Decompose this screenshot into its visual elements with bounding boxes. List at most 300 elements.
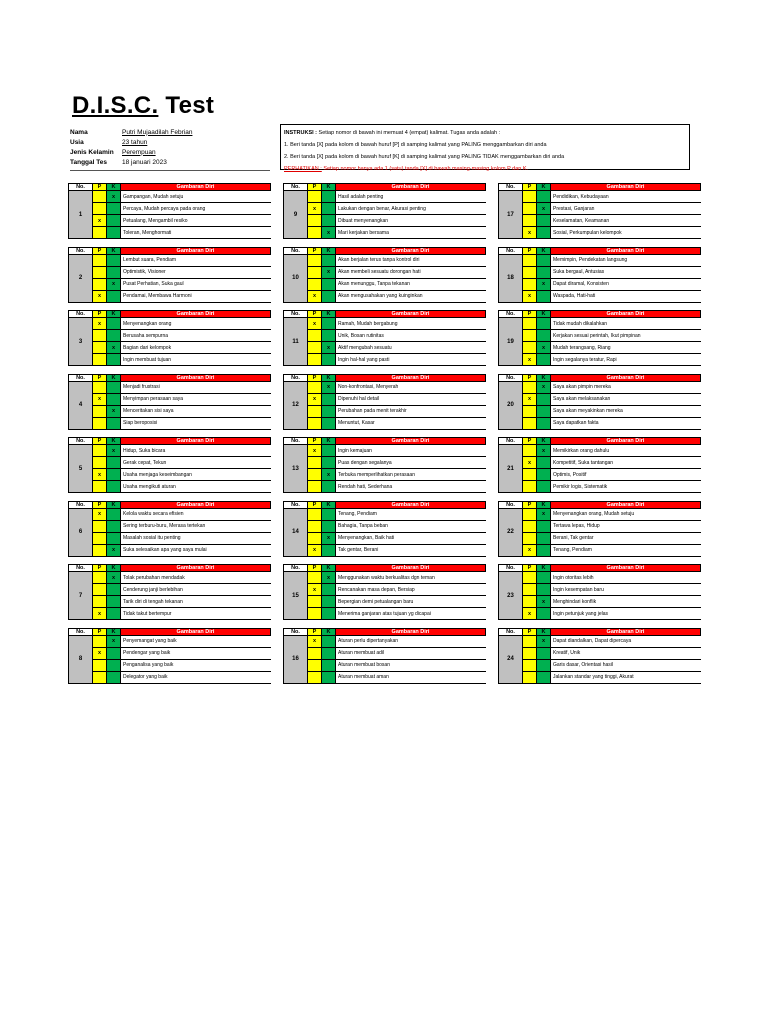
p-mark-cell[interactable] [308, 191, 322, 203]
p-mark-cell[interactable] [523, 418, 537, 430]
k-mark-cell[interactable] [107, 394, 121, 406]
statement-row [93, 457, 271, 469]
p-mark-cell[interactable] [523, 203, 537, 215]
p-mark-cell[interactable]: x [308, 545, 322, 557]
p-mark-cell[interactable] [523, 191, 537, 203]
p-mark-cell[interactable] [523, 279, 537, 291]
k-mark-cell[interactable] [322, 255, 336, 267]
p-mark-cell[interactable] [523, 255, 537, 267]
question-group [283, 310, 486, 366]
statement-text: Petualang, Mengambil resiko [121, 215, 271, 227]
header-no: No. [283, 564, 308, 572]
k-mark-cell[interactable] [537, 215, 551, 227]
info-label: Usia [70, 138, 84, 146]
p-mark-cell[interactable]: x [308, 203, 322, 215]
p-mark-cell[interactable] [93, 672, 107, 684]
k-mark-cell[interactable] [107, 255, 121, 267]
k-mark-cell[interactable]: x [537, 203, 551, 215]
statement-text: Pendamai, Membawa Harmoni [121, 291, 271, 303]
k-mark-cell[interactable] [322, 191, 336, 203]
header-description: Gambaran Diri [336, 310, 486, 318]
k-mark-cell[interactable] [322, 584, 336, 596]
header-description: Gambaran Diri [551, 247, 701, 255]
p-mark-cell[interactable] [93, 255, 107, 267]
header-p: P [523, 374, 537, 382]
p-mark-cell[interactable] [308, 469, 322, 481]
p-mark-cell[interactable] [523, 648, 537, 660]
statement-row [93, 418, 271, 430]
statement-text: Dibuat menyenangkan [336, 215, 486, 227]
k-mark-cell[interactable] [107, 509, 121, 521]
header-no: No. [283, 501, 308, 509]
p-mark-cell[interactable]: x [93, 291, 107, 303]
p-mark-cell[interactable] [308, 267, 322, 279]
k-mark-cell[interactable] [537, 545, 551, 557]
statement-row [523, 291, 701, 303]
p-mark-cell[interactable] [93, 267, 107, 279]
k-mark-cell[interactable] [537, 660, 551, 672]
k-mark-cell[interactable] [537, 191, 551, 203]
k-mark-cell[interactable] [322, 291, 336, 303]
statement-text: Perubahan pada menit terakhir [336, 406, 486, 418]
k-mark-cell[interactable] [322, 394, 336, 406]
p-mark-cell[interactable] [93, 533, 107, 545]
header-p: P [308, 564, 322, 572]
header-description: Gambaran Diri [551, 183, 701, 191]
info-row [70, 127, 270, 137]
statement-row [523, 267, 701, 279]
statement-row [523, 584, 701, 596]
k-mark-cell[interactable]: x [107, 636, 121, 648]
p-mark-cell[interactable] [523, 596, 537, 608]
k-mark-cell[interactable]: x [537, 342, 551, 354]
statement-text: Penyemangat yang baik [121, 636, 271, 648]
statement-text: Tak gentar, Berani [336, 545, 486, 557]
statement-row [523, 648, 701, 660]
k-mark-cell[interactable] [322, 660, 336, 672]
k-mark-cell[interactable]: x [322, 469, 336, 481]
p-mark-cell[interactable]: x [93, 318, 107, 330]
statement-row [523, 457, 701, 469]
p-mark-cell[interactable] [523, 672, 537, 684]
statement-text: Lakukan dengan benar, Akurasi penting [336, 203, 486, 215]
group-number: 2 [68, 255, 93, 303]
k-mark-cell[interactable] [107, 521, 121, 533]
p-mark-cell[interactable]: x [523, 545, 537, 557]
k-mark-cell[interactable] [107, 318, 121, 330]
header-no: No. [68, 501, 93, 509]
p-mark-cell[interactable] [93, 636, 107, 648]
p-mark-cell[interactable] [93, 227, 107, 239]
statement-row [523, 445, 701, 457]
p-mark-cell[interactable] [93, 330, 107, 342]
statement-row [308, 608, 486, 620]
k-mark-cell[interactable]: x [537, 636, 551, 648]
p-mark-cell[interactable] [523, 469, 537, 481]
k-mark-cell[interactable]: x [537, 382, 551, 394]
k-mark-cell[interactable] [107, 596, 121, 608]
statement-text: Optimistik, Visioner [121, 267, 271, 279]
k-mark-cell[interactable] [107, 457, 121, 469]
statement-text: Delegator yang baik [121, 672, 271, 684]
k-mark-cell[interactable]: x [537, 509, 551, 521]
p-mark-cell[interactable]: x [308, 636, 322, 648]
info-value: Putri Mujaadilah Febrian [122, 128, 193, 136]
k-mark-cell[interactable] [537, 457, 551, 469]
question-group [68, 247, 271, 303]
k-mark-cell[interactable] [322, 608, 336, 620]
p-mark-cell[interactable] [93, 382, 107, 394]
p-mark-cell[interactable]: x [93, 608, 107, 620]
question-group [498, 247, 701, 303]
k-mark-cell[interactable]: x [322, 267, 336, 279]
k-mark-cell[interactable] [537, 469, 551, 481]
statement-row [308, 596, 486, 608]
k-mark-cell[interactable] [537, 533, 551, 545]
p-mark-cell[interactable] [523, 521, 537, 533]
p-mark-cell[interactable]: x [523, 354, 537, 366]
k-mark-cell[interactable] [537, 394, 551, 406]
p-mark-cell[interactable] [308, 406, 322, 418]
p-mark-cell[interactable] [93, 203, 107, 215]
statement-text: Bepergian demi petualangan baru [336, 596, 486, 608]
k-mark-cell[interactable] [322, 509, 336, 521]
k-mark-cell[interactable] [107, 382, 121, 394]
instruction-step-2: 2. Beri tanda [X] pada kolom di bawah huruf [K] di samping kalimat yang PALING TIDAK menggambarkan diri anda [284, 154, 565, 160]
p-mark-cell[interactable]: x [523, 291, 537, 303]
statement-text: Kreatif, Unik [551, 648, 701, 660]
group-header [498, 374, 701, 382]
p-mark-cell[interactable] [93, 481, 107, 493]
statement-row [308, 660, 486, 672]
header-no: No. [283, 310, 308, 318]
group-number: 9 [283, 191, 308, 239]
p-mark-cell[interactable]: x [308, 318, 322, 330]
k-mark-cell[interactable] [322, 636, 336, 648]
statement-row [308, 406, 486, 418]
k-mark-cell[interactable] [107, 533, 121, 545]
p-mark-cell[interactable]: x [308, 584, 322, 596]
p-mark-cell[interactable]: x [523, 457, 537, 469]
attention-label: PERHATIKAN : [284, 166, 322, 172]
k-mark-cell[interactable] [107, 648, 121, 660]
p-mark-cell[interactable]: x [308, 445, 322, 457]
p-mark-cell[interactable]: x [523, 227, 537, 239]
header-p: P [93, 310, 107, 318]
k-mark-cell[interactable] [322, 318, 336, 330]
group-number: 8 [68, 636, 93, 684]
k-mark-cell[interactable] [322, 648, 336, 660]
p-mark-cell[interactable] [93, 342, 107, 354]
p-mark-cell[interactable] [523, 382, 537, 394]
p-mark-cell[interactable] [308, 572, 322, 584]
p-mark-cell[interactable] [308, 227, 322, 239]
group-header [283, 374, 486, 382]
k-mark-cell[interactable] [537, 227, 551, 239]
k-mark-cell[interactable] [107, 481, 121, 493]
group-number: 18 [498, 255, 523, 303]
k-mark-cell[interactable]: x [322, 342, 336, 354]
k-mark-cell[interactable] [537, 608, 551, 620]
statement-row [93, 382, 271, 394]
p-mark-cell[interactable] [308, 509, 322, 521]
p-mark-cell[interactable] [93, 279, 107, 291]
statement-row [308, 481, 486, 493]
header-p: P [93, 628, 107, 636]
statement-row [93, 648, 271, 660]
k-mark-cell[interactable] [537, 584, 551, 596]
k-mark-cell[interactable] [322, 418, 336, 430]
k-mark-cell[interactable] [107, 215, 121, 227]
statement-row [308, 394, 486, 406]
p-mark-cell[interactable] [93, 660, 107, 672]
p-mark-cell[interactable] [308, 354, 322, 366]
k-mark-cell[interactable] [322, 279, 336, 291]
statement-row [308, 457, 486, 469]
k-mark-cell[interactable] [537, 330, 551, 342]
p-mark-cell[interactable] [308, 660, 322, 672]
statement-text: Menyenangkan orang [121, 318, 271, 330]
p-mark-cell[interactable] [308, 382, 322, 394]
p-mark-cell[interactable] [93, 406, 107, 418]
k-mark-cell[interactable] [322, 406, 336, 418]
group-number: 4 [68, 382, 93, 430]
header-k: K [322, 183, 336, 191]
group-header [68, 501, 271, 509]
p-mark-cell[interactable] [308, 521, 322, 533]
p-mark-cell[interactable] [523, 406, 537, 418]
k-mark-cell[interactable] [322, 545, 336, 557]
k-mark-cell[interactable] [537, 255, 551, 267]
k-mark-cell[interactable] [537, 267, 551, 279]
k-mark-cell[interactable] [322, 330, 336, 342]
p-mark-cell[interactable] [308, 533, 322, 545]
title-suffix: Test [165, 92, 215, 119]
statement-row [93, 215, 271, 227]
k-mark-cell[interactable] [107, 672, 121, 684]
k-mark-cell[interactable] [107, 354, 121, 366]
p-mark-cell[interactable] [93, 457, 107, 469]
k-mark-cell[interactable] [107, 203, 121, 215]
k-mark-cell[interactable] [537, 418, 551, 430]
header-p: P [93, 247, 107, 255]
statement-text: Saya akan melaksanakan [551, 394, 701, 406]
p-mark-cell[interactable] [523, 342, 537, 354]
group-header [498, 437, 701, 445]
statement-text: Usaha mengikuti aturan [121, 481, 271, 493]
header-no: No. [68, 437, 93, 445]
group-header [498, 501, 701, 509]
question-group [283, 437, 486, 493]
k-mark-cell[interactable] [107, 330, 121, 342]
statement-row [523, 469, 701, 481]
group-number: 7 [68, 572, 93, 620]
header-no: No. [283, 374, 308, 382]
statement-text: Akan berjalan terus tanpa kontrol diri [336, 255, 486, 267]
statement-text: Ingin membuat tujuan [121, 354, 271, 366]
k-mark-cell[interactable] [107, 418, 121, 430]
p-mark-cell[interactable] [308, 279, 322, 291]
p-mark-cell[interactable]: x [523, 394, 537, 406]
p-mark-cell[interactable] [308, 481, 322, 493]
p-mark-cell[interactable]: x [93, 648, 107, 660]
p-mark-cell[interactable] [93, 584, 107, 596]
p-mark-cell[interactable] [523, 267, 537, 279]
k-mark-cell[interactable] [322, 521, 336, 533]
k-mark-cell[interactable] [537, 572, 551, 584]
k-mark-cell[interactable] [107, 469, 121, 481]
k-mark-cell[interactable] [322, 596, 336, 608]
k-mark-cell[interactable]: x [107, 406, 121, 418]
p-mark-cell[interactable] [308, 457, 322, 469]
p-mark-cell[interactable]: x [308, 394, 322, 406]
p-mark-cell[interactable] [93, 418, 107, 430]
p-mark-cell[interactable] [523, 533, 537, 545]
header-p: P [523, 628, 537, 636]
statement-row [523, 672, 701, 684]
statement-text: Usaha menjaga keseimbangan [121, 469, 271, 481]
k-mark-cell[interactable] [537, 481, 551, 493]
k-mark-cell[interactable] [537, 648, 551, 660]
p-mark-cell[interactable] [523, 481, 537, 493]
statement-row [93, 521, 271, 533]
k-mark-cell[interactable] [322, 354, 336, 366]
statement-row [308, 469, 486, 481]
p-mark-cell[interactable]: x [93, 394, 107, 406]
p-mark-cell[interactable]: x [93, 509, 107, 521]
p-mark-cell[interactable] [93, 521, 107, 533]
k-mark-cell[interactable] [537, 672, 551, 684]
k-mark-cell[interactable] [107, 267, 121, 279]
p-mark-cell[interactable] [523, 509, 537, 521]
k-mark-cell[interactable]: x [322, 382, 336, 394]
k-mark-cell[interactable]: x [107, 572, 121, 584]
statement-row [308, 227, 486, 239]
p-mark-cell[interactable] [308, 608, 322, 620]
header-description: Gambaran Diri [336, 628, 486, 636]
group-number: 14 [283, 509, 308, 557]
p-mark-cell[interactable] [523, 636, 537, 648]
k-mark-cell[interactable] [537, 291, 551, 303]
header-k: K [107, 247, 121, 255]
header-k: K [537, 183, 551, 191]
header-k: K [322, 374, 336, 382]
k-mark-cell[interactable] [107, 291, 121, 303]
p-mark-cell[interactable] [308, 342, 322, 354]
p-mark-cell[interactable] [93, 545, 107, 557]
p-mark-cell[interactable] [523, 584, 537, 596]
p-mark-cell[interactable] [523, 572, 537, 584]
k-mark-cell[interactable] [537, 318, 551, 330]
k-mark-cell[interactable]: x [322, 572, 336, 584]
group-header [283, 183, 486, 191]
p-mark-cell[interactable] [308, 648, 322, 660]
p-mark-cell[interactable] [308, 255, 322, 267]
k-mark-cell[interactable] [107, 660, 121, 672]
instruction-step-1: 1. Beri tanda [X] pada kolom di bawah huruf [P] di samping kalimat yang PALING menggambarkan diri anda [284, 142, 547, 148]
group-header [68, 628, 271, 636]
statement-row [308, 648, 486, 660]
k-mark-cell[interactable]: x [107, 545, 121, 557]
k-mark-cell[interactable]: x [537, 279, 551, 291]
k-mark-cell[interactable] [322, 672, 336, 684]
p-mark-cell[interactable] [93, 596, 107, 608]
header-k: K [107, 310, 121, 318]
p-mark-cell[interactable]: x [523, 608, 537, 620]
statement-row [93, 267, 271, 279]
k-mark-cell[interactable]: x [107, 342, 121, 354]
k-mark-cell[interactable]: x [107, 191, 121, 203]
p-mark-cell[interactable]: x [93, 469, 107, 481]
p-mark-cell[interactable] [93, 191, 107, 203]
p-mark-cell[interactable] [308, 330, 322, 342]
p-mark-cell[interactable]: x [308, 291, 322, 303]
p-mark-cell[interactable] [523, 660, 537, 672]
p-mark-cell[interactable] [308, 672, 322, 684]
statement-row [523, 382, 701, 394]
k-mark-cell[interactable] [107, 608, 121, 620]
question-group [498, 183, 701, 239]
instruction-label: INSTRUKSI : [284, 130, 317, 136]
p-mark-cell[interactable] [308, 418, 322, 430]
statement-text: Menghindari konflik [551, 596, 701, 608]
header-no: No. [498, 564, 523, 572]
k-mark-cell[interactable] [322, 203, 336, 215]
p-mark-cell[interactable] [523, 445, 537, 457]
group-number: 6 [68, 509, 93, 557]
statement-row [93, 342, 271, 354]
k-mark-cell[interactable]: x [322, 227, 336, 239]
statement-row [93, 330, 271, 342]
header-no: No. [68, 374, 93, 382]
statement-text: Menyenangkan, Baik hati [336, 533, 486, 545]
k-mark-cell[interactable] [107, 584, 121, 596]
k-mark-cell[interactable] [537, 406, 551, 418]
k-mark-cell[interactable]: x [322, 533, 336, 545]
k-mark-cell[interactable]: x [537, 445, 551, 457]
p-mark-cell[interactable] [523, 215, 537, 227]
statement-text: Bahagia, Tanpa beban [336, 521, 486, 533]
info-divider [70, 170, 270, 171]
statement-row [523, 636, 701, 648]
k-mark-cell[interactable] [322, 481, 336, 493]
p-mark-cell[interactable] [523, 318, 537, 330]
p-mark-cell[interactable] [308, 215, 322, 227]
statement-text: Pusat Perhatian, Suka gaul [121, 279, 271, 291]
group-number: 10 [283, 255, 308, 303]
k-mark-cell[interactable] [322, 457, 336, 469]
p-mark-cell[interactable] [93, 354, 107, 366]
p-mark-cell[interactable] [93, 445, 107, 457]
k-mark-cell[interactable]: x [107, 279, 121, 291]
statement-text: Tarik diri di tengah tekanan [121, 596, 271, 608]
k-mark-cell[interactable]: x [107, 445, 121, 457]
k-mark-cell[interactable] [322, 445, 336, 457]
p-mark-cell[interactable] [93, 572, 107, 584]
header-no: No. [68, 310, 93, 318]
k-mark-cell[interactable] [322, 215, 336, 227]
p-mark-cell[interactable] [308, 596, 322, 608]
k-mark-cell[interactable] [537, 354, 551, 366]
question-group [68, 501, 271, 557]
k-mark-cell[interactable] [537, 521, 551, 533]
header-no: No. [68, 247, 93, 255]
k-mark-cell[interactable]: x [537, 596, 551, 608]
group-header [68, 564, 271, 572]
p-mark-cell[interactable]: x [93, 215, 107, 227]
p-mark-cell[interactable] [523, 330, 537, 342]
k-mark-cell[interactable] [107, 227, 121, 239]
